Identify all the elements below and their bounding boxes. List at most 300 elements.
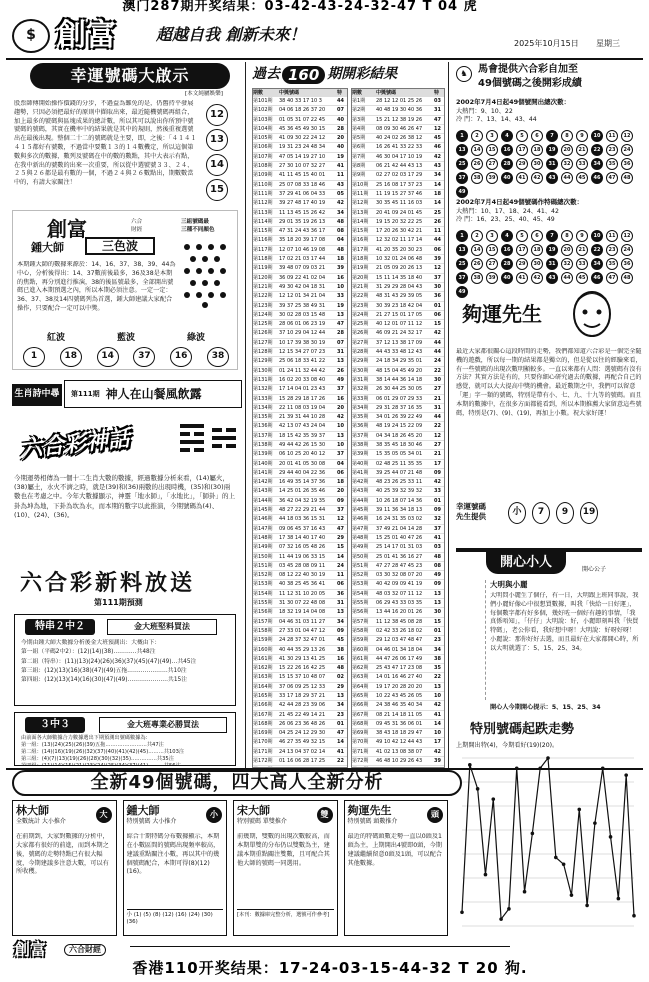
ball: 1 <box>23 347 45 367</box>
trend-point <box>577 808 581 812</box>
row-special: 38 <box>337 646 344 653</box>
stat-ball: 48 <box>621 272 633 284</box>
history-row <box>253 590 347 599</box>
row-period: 第4期 <box>352 125 366 132</box>
box1-line: 第三組：(12)(13)(16)(38)(47)(49)五拖…………………共10注 <box>21 667 187 674</box>
row-special: 48 <box>337 665 344 672</box>
issue-weekday: 星期三 <box>596 39 620 48</box>
row-period: 第143期 <box>253 488 273 495</box>
row-numbers: 04 34 18 26 45 20 <box>376 432 423 439</box>
row-special: 10 <box>434 693 441 699</box>
history-row <box>352 432 444 441</box>
section1-text: 股票師傅開始操作價錢的分步，不過益為難免的是，仍舊持平發展趨勢，只因必須把最好的原則中擷取出來，最近隨機號碼再組合，加上最多的號碼與區塊成果的總計數，所以其可以說出你所預中號號碼的號碼，其實在機率中的結果就是其中的規則，然後重複選號出在最後出現。整個二十二的號碼就是主要，即，之後：「４１４１４１５都好有號數，不過當中要數１３的１４數機定，所以這個第數與多次的數據，數列及號碼在中的數的數點，其中大表示有點，在我中新出的號數的出來一次重要，所以從中選號號３３、２４、２５與２６都是最有數的一個，不過２４與２６數點出，期數數當中的，有請大家關注！ <box>14 100 197 187</box>
history-row <box>352 738 444 747</box>
stat-ball: 12 <box>621 130 633 142</box>
row-special: 05 <box>337 190 344 197</box>
sanse-box <box>12 210 238 370</box>
history-row <box>352 199 444 208</box>
stat-ball: 46 <box>591 172 603 184</box>
row-period: 第63期 <box>352 674 369 681</box>
row-period: 第53期 <box>352 581 369 588</box>
row-period: 第20期 <box>352 274 369 281</box>
row-special: 33 <box>434 488 441 495</box>
row-numbers: 02 27 02 03 17 29 <box>376 172 423 179</box>
master-card <box>123 800 228 936</box>
history-row <box>253 748 347 757</box>
stat-ball: 8 <box>561 130 573 142</box>
row-special: 26 <box>434 218 441 225</box>
row-numbers: 48 31 43 29 39 05 <box>376 293 423 300</box>
master-name: 鍾大師 <box>126 804 160 817</box>
master-name: 鍾大師 <box>31 241 64 254</box>
row-special: 14 <box>337 739 344 746</box>
row-numbers: 41 11 45 15 40 01 <box>279 172 326 179</box>
history-title-post: 期開彩結果 <box>327 66 398 83</box>
row-numbers: 47 05 14 19 27 10 <box>279 153 326 160</box>
row-special: 30 <box>434 609 441 616</box>
trend-point <box>593 821 597 825</box>
happy-signature: 開心公子 <box>582 566 607 573</box>
stat-ball: 29 <box>516 158 528 170</box>
stat-ball: 26 <box>471 158 483 170</box>
row-special: 22 <box>434 674 441 681</box>
history-row <box>352 320 444 329</box>
row-special: 12 <box>434 432 441 439</box>
caifu-side2: 財經 <box>131 227 143 233</box>
history-row <box>253 329 347 338</box>
row-special: 11 <box>337 572 344 579</box>
trend-title: 特別號碼起跌走勢 <box>470 722 575 737</box>
row-special: 07 <box>337 107 344 114</box>
history-row <box>352 311 444 320</box>
row-numbers: 19 31 23 24 48 34 <box>279 144 326 151</box>
row-period: 第106期 <box>253 144 273 151</box>
history-row <box>352 692 444 701</box>
row-numbers: 11 19 15 27 37 46 <box>376 190 423 197</box>
stat-ball: 42 <box>531 272 543 284</box>
history-row <box>253 608 347 617</box>
row-numbers: 37 06 09 25 12 33 <box>279 683 326 690</box>
row-period: 第115期 <box>253 228 273 235</box>
row-period: 第136期 <box>253 423 273 430</box>
row-period: 第162期 <box>253 665 273 672</box>
stat-ball: 30 <box>531 258 543 270</box>
row-period: 第37期 <box>352 432 369 439</box>
row-special: 08 <box>337 228 344 235</box>
row-special: 06 <box>337 581 344 588</box>
row-period: 第104期 <box>253 125 273 132</box>
row-special: 21 <box>434 395 441 402</box>
row-period: 第34期 <box>352 404 369 411</box>
row-numbers: 49 30 42 04 18 31 <box>279 283 326 290</box>
box2-lines <box>21 735 233 766</box>
row-period: 第138期 <box>253 441 273 448</box>
row-special: 10 <box>337 441 344 448</box>
row-period: 第156期 <box>253 609 273 616</box>
row-numbers: 17 20 26 30 42 21 <box>376 228 423 235</box>
stat-ball: 2 <box>471 130 483 142</box>
row-special: 49 <box>337 376 344 383</box>
stat-ball: 38 <box>471 172 483 184</box>
history-row <box>352 404 444 413</box>
master-text: 在前期到，大家對數據的分析中，大家都有很好的前進，而到本期之後，號碼的走勢特點已有很大幅度，今期建議多注意大數，可以有所收穫。 <box>16 833 109 876</box>
history-row <box>253 227 347 236</box>
row-period: 第46期 <box>352 516 369 523</box>
row-period: 第7期 <box>352 153 366 160</box>
row-special: 01 <box>337 720 344 727</box>
row-numbers: 01 24 11 32 44 42 <box>279 367 326 374</box>
row-special: 13 <box>434 590 441 597</box>
stat-ball: 35 <box>606 258 618 270</box>
box1-line: 第四組：(12)(13)(14)(16)(30)(47)(49)…………………共15注 <box>21 677 188 684</box>
stat1-title: 2002年7月4日起49個號開出總次數： <box>456 98 571 106</box>
row-period: 第129期 <box>253 358 273 365</box>
history-row <box>253 729 347 738</box>
row-period: 第66期 <box>352 702 369 709</box>
row-numbers: 08 09 30 46 26 47 <box>376 125 423 132</box>
row-special: 39 <box>434 758 441 765</box>
row-numbers: 15 15 37 10 48 07 <box>279 674 326 681</box>
row-period: 第38期 <box>352 441 369 448</box>
history-row <box>352 469 444 478</box>
trend-point <box>515 766 519 770</box>
ball: 小 <box>508 502 526 524</box>
box2-line: 由前面各大師數據合力數據選出下期預測出號碼數據為： <box>21 735 151 741</box>
row-period: 第172期 <box>253 758 273 765</box>
row-numbers: 04 06 18 26 37 20 <box>279 107 326 114</box>
happy-title: 開心小人 <box>486 552 566 574</box>
stat-ball: 43 <box>546 272 558 284</box>
row-special: 20 <box>337 488 344 495</box>
row-period: 第21期 <box>352 283 369 290</box>
row-special: 15 <box>434 321 441 328</box>
stat-ball: 39 <box>486 172 498 184</box>
row-period: 第161期 <box>253 655 273 662</box>
ball: 9 <box>556 502 574 524</box>
trend-point <box>523 890 527 894</box>
stat-ball: 14 <box>471 144 483 156</box>
xinliao-title: 六合彩新料放送 <box>20 571 196 596</box>
stat-ball: 14 <box>471 244 483 256</box>
history-row <box>253 738 347 747</box>
row-period: 第43期 <box>352 488 369 495</box>
stat-ball: 26 <box>471 258 483 270</box>
lucky-pick-label2: 先生提供 <box>456 512 486 521</box>
stat-ball: 5 <box>516 130 528 142</box>
history-row <box>253 599 347 608</box>
row-period: 第120期 <box>253 274 273 281</box>
row-special: 12 <box>434 125 441 132</box>
shengxiao-box <box>64 380 242 408</box>
history-row <box>352 664 444 673</box>
row-period: 第67期 <box>352 711 369 718</box>
row-numbers: 14 25 01 26 35 46 <box>279 488 326 495</box>
history-row <box>253 720 347 729</box>
row-period: 第141期 <box>253 469 273 476</box>
coin-logo-icon: $ <box>12 19 50 53</box>
stat-ball: 41 <box>516 172 528 184</box>
row-numbers: 11 12 38 45 08 28 <box>376 618 423 625</box>
row-numbers: 17 38 14 40 17 40 <box>279 534 326 541</box>
row-special: 42 <box>434 330 441 337</box>
row-special: 42 <box>337 200 344 207</box>
row-special: 09 <box>337 627 344 634</box>
row-period: 第29期 <box>352 358 369 365</box>
row-numbers: 44 47 26 06 17 49 <box>376 655 423 662</box>
row-numbers: 36 42 04 32 19 35 <box>279 497 326 504</box>
box1-line: 今期由鍾大師大數據分析後金大班預測出：大概由下： <box>21 640 161 646</box>
box2-line: 第二組：(14)(16)(19)(26)(32)(37)(40)(41)(42)(45)………共103注 <box>21 749 185 756</box>
row-special: 33 <box>337 293 344 300</box>
ball: 7 <box>532 502 550 524</box>
row-period: 第107期 <box>253 153 273 160</box>
row-special: 31 <box>434 404 441 411</box>
row-special: 45 <box>434 135 441 142</box>
history-row <box>352 450 444 459</box>
history-table-2 <box>351 88 445 768</box>
row-numbers: 08 21 14 18 11 05 <box>376 711 423 718</box>
row-numbers: 09 45 31 36 06 01 <box>376 720 423 727</box>
history-row <box>352 209 444 218</box>
box1-lines <box>21 639 233 685</box>
xinliao-period: 第111期預測 <box>94 598 143 607</box>
stat-ball: 31 <box>546 258 558 270</box>
row-numbers: 06 21 42 44 43 13 <box>376 163 423 170</box>
stat-ball: 40 <box>501 172 513 184</box>
history-row <box>352 729 444 738</box>
history-row <box>352 543 444 552</box>
row-numbers: 25 14 17 01 31 03 <box>376 544 423 551</box>
history-row <box>253 134 347 143</box>
row-period: 第144期 <box>253 497 273 504</box>
row-period: 第39期 <box>352 451 369 458</box>
row-special: 34 <box>434 172 441 179</box>
history-row <box>352 255 444 264</box>
sanse-sub: 三種不同顏色 <box>181 227 215 233</box>
footer-result: 香港110开奖结果：17-24-03-15-44-32 T 20 狗. <box>132 958 528 977</box>
sanse-top: 三組號碼最 <box>181 219 209 225</box>
ball: 38 <box>207 347 229 367</box>
row-special: 36 <box>434 293 441 300</box>
history-row <box>253 711 347 720</box>
trend-point <box>499 917 503 921</box>
stats-title1: 馬會提供六合彩自加至 <box>478 64 578 75</box>
row-period: 第61期 <box>352 655 369 662</box>
bottom-title: 全新49個號碼，四大高人全新分析 <box>12 770 462 796</box>
row-numbers: 21 39 31 44 10 28 <box>279 414 326 421</box>
history-row <box>253 646 347 655</box>
stat2-title: 2002年7月4日起49個號碼作特碼總次數： <box>456 198 584 206</box>
row-period: 第133期 <box>253 395 273 402</box>
row-period: 第1期 <box>352 98 366 104</box>
red-wave-label: 紅波 <box>46 333 65 343</box>
row-numbers: 12 12 01 34 21 04 <box>279 293 326 300</box>
history-row <box>352 153 444 162</box>
row-special: 48 <box>337 246 344 253</box>
master-name: 夠運先生 <box>347 804 392 817</box>
history-row <box>253 171 347 180</box>
row-numbers: 40 44 35 29 13 26 <box>279 646 326 653</box>
history-row <box>253 422 347 431</box>
stat-ball: 35 <box>606 158 618 170</box>
row-period: 第36期 <box>352 423 369 430</box>
row-period: 第16期 <box>352 237 369 244</box>
stat-ball: 28 <box>501 258 513 270</box>
row-special: 35 <box>434 665 441 672</box>
row-period: 第60期 <box>352 646 369 653</box>
history-row <box>352 599 444 608</box>
row-numbers: 42 44 28 23 39 06 <box>279 702 326 709</box>
stat-ball: 45 <box>576 272 588 284</box>
row-period: 第41期 <box>352 469 369 476</box>
history-row <box>253 701 347 710</box>
row-numbers: 19 17 20 28 20 20 <box>376 683 423 690</box>
stat-ball: 34 <box>591 258 603 270</box>
history-row <box>352 236 444 245</box>
stat-ball: 25 <box>456 158 468 170</box>
stat-ball: 11 <box>606 230 618 242</box>
row-numbers: 15 22 26 16 42 25 <box>279 665 326 672</box>
stat-ball: 19 <box>546 144 558 156</box>
row-period: 第171期 <box>253 748 273 755</box>
row-special: 37 <box>337 451 344 458</box>
row-special: 31 <box>337 600 344 607</box>
row-numbers: 30 02 28 03 15 48 <box>279 311 326 318</box>
row-period: 第169期 <box>253 730 273 737</box>
section1-note: [本文純屬娛樂] <box>185 91 223 97</box>
row-period: 第10期 <box>352 181 369 188</box>
box1-head: 金大班堅料買法 <box>107 619 217 635</box>
ball: 14 <box>206 154 228 176</box>
row-special: 22 <box>337 758 344 765</box>
row-special: 44 <box>434 414 441 421</box>
trend-chart <box>456 752 644 940</box>
trend-point <box>484 873 488 877</box>
stat-ball: 3 <box>486 230 498 242</box>
row-period: 第128期 <box>253 349 273 356</box>
row-special: 34 <box>434 646 441 653</box>
row-special: 10 <box>337 283 344 290</box>
history-row <box>253 543 347 552</box>
row-period: 第59期 <box>352 637 369 644</box>
row-special: 18 <box>337 479 344 486</box>
row-numbers: 21 45 22 49 14 21 <box>279 711 326 718</box>
history-row <box>253 636 347 645</box>
row-special: 36 <box>337 590 344 597</box>
row-period: 第6期 <box>352 144 366 151</box>
history-row <box>352 227 444 236</box>
history-title <box>252 64 442 86</box>
row-numbers: 38 14 44 36 14 18 <box>376 376 423 383</box>
row-period: 第26期 <box>352 330 369 337</box>
sanse-title: 三色波 <box>85 237 155 255</box>
row-special: 28 <box>337 330 344 337</box>
trend-point <box>491 797 495 801</box>
row-special: 48 <box>434 553 441 560</box>
row-numbers: 41 20 35 20 30 23 <box>376 246 423 253</box>
row-numbers: 36 09 22 41 02 04 <box>279 274 326 281</box>
row-special: 25 <box>434 209 441 216</box>
row-numbers: 17 14 04 01 23 43 <box>279 386 326 393</box>
ball: 14 <box>97 347 119 367</box>
ball: 18 <box>60 347 82 367</box>
row-period: 第123期 <box>253 302 273 309</box>
row-special: 19 <box>337 153 344 160</box>
row-period: 第159期 <box>253 637 273 644</box>
row-special: 37 <box>434 274 441 281</box>
row-period: 第160期 <box>253 646 273 653</box>
history-row <box>352 497 444 506</box>
row-period: 第3期 <box>352 116 366 123</box>
trend-point <box>476 787 480 791</box>
row-numbers: 41 30 29 13 41 25 <box>279 655 326 662</box>
row-numbers: 03 30 32 08 07 20 <box>376 572 423 579</box>
stat-ball: 37 <box>456 272 468 284</box>
history-row <box>352 283 444 292</box>
row-period: 第105期 <box>253 135 273 142</box>
row-period: 第170期 <box>253 739 273 746</box>
row-numbers: 30 35 45 11 16 03 <box>376 200 423 207</box>
history-row <box>253 116 347 125</box>
row-numbers: 47 31 24 43 36 17 <box>279 228 326 235</box>
master-text: 最近的特碼頭數走勢一直以0頭及1頭為主，上期開出4號即0頭，今期建議繼續留意0頭及1頭，可以配合其他數據。 <box>347 833 442 867</box>
row-period: 第139期 <box>253 451 273 458</box>
caifu-side1: 六合 <box>131 219 143 225</box>
row-numbers: 37 49 21 04 14 28 <box>376 525 423 532</box>
row-numbers: 25 43 47 17 23 08 <box>376 665 423 672</box>
row-numbers: 16 49 35 14 37 36 <box>279 479 326 486</box>
row-period: 第140期 <box>253 460 273 467</box>
row-special: 44 <box>434 237 441 244</box>
master-card <box>12 800 117 936</box>
history-row <box>253 125 347 134</box>
trend-point <box>460 910 464 914</box>
stat-ball: 43 <box>546 172 558 184</box>
header-numbers: 中獎號碼 <box>279 89 300 96</box>
row-numbers: 02 48 25 11 35 35 <box>376 460 423 467</box>
row-numbers: 29 12 03 47 48 47 <box>376 637 423 644</box>
row-special: 39 <box>337 265 344 272</box>
box2 <box>14 712 236 766</box>
row-special: 20 <box>337 135 344 142</box>
row-special: 01 <box>434 497 441 504</box>
row-special: 02 <box>337 674 344 681</box>
row-numbers: 12 15 34 27 07 23 <box>279 349 326 356</box>
stat-ball: 30 <box>531 158 543 170</box>
stat-ball: 1 <box>456 130 468 142</box>
stat-ball: 5 <box>516 230 528 242</box>
row-numbers: 06 01 29 07 29 33 <box>376 395 423 402</box>
row-period: 第112期 <box>253 200 273 207</box>
row-period: 第142期 <box>253 479 273 486</box>
stat-ball: 29 <box>516 258 528 270</box>
history-row <box>352 413 444 422</box>
row-period: 第111期 <box>253 190 273 197</box>
history-row <box>253 367 347 376</box>
row-special: 18 <box>337 256 344 263</box>
row-special: 23 <box>337 711 344 718</box>
master-sub: 特別號碼 頭數推介 <box>347 817 398 825</box>
row-numbers: 40 25 39 32 39 32 <box>376 488 423 495</box>
row-period: 第154期 <box>253 590 273 597</box>
row-special: 26 <box>337 367 344 374</box>
history-row <box>352 711 444 720</box>
row-special: 14 <box>337 553 344 560</box>
master-tag: 雙 <box>317 807 333 823</box>
row-numbers: 21 05 09 20 26 13 <box>376 265 423 272</box>
stat-ball: 34 <box>591 158 603 170</box>
stat-ball: 7 <box>546 130 558 142</box>
